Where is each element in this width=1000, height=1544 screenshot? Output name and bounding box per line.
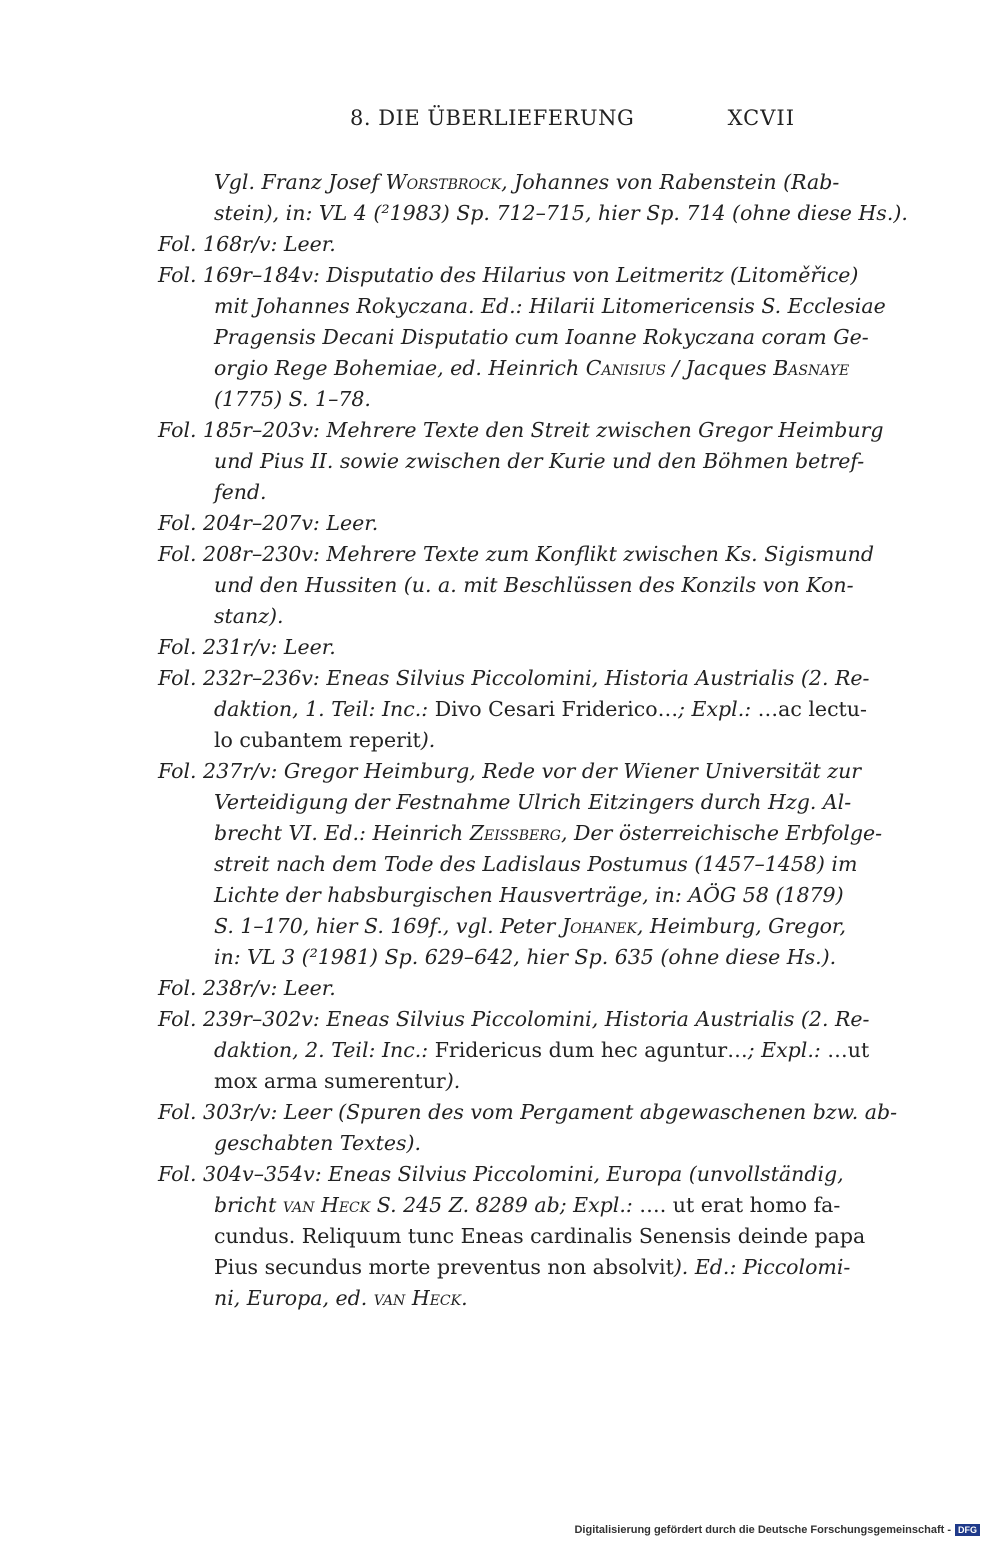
text-line [158, 1128, 798, 1159]
text-segment: Fol. 204r–207v: Leer. [158, 511, 379, 535]
author-name: van Heck [282, 1193, 371, 1217]
text-segment: fend. [214, 480, 267, 504]
text-line [158, 663, 870, 694]
text-segment: ; Expl.: [678, 697, 758, 721]
text-line [158, 818, 883, 849]
text-segment: / Jacques [665, 356, 774, 380]
quoted-incipit-explicit: …ut [827, 1038, 870, 1062]
text-segment: , Johannes von Rabenstein (Rab- [501, 170, 840, 194]
text-line [158, 1035, 870, 1066]
text-segment: und Pius II. sowie zwischen der Kurie und den Böhmen betref- [214, 449, 865, 473]
author-name: Johanek [561, 914, 637, 938]
folio-entry [158, 415, 884, 508]
text-segment: , Der österreichische Erbfolge- [560, 821, 883, 845]
folio-entry [158, 1097, 898, 1159]
quoted-incipit-explicit: cundus. Reliquum tunc Eneas cardinalis Senensis deinde papa [214, 1224, 866, 1248]
text-line [158, 1066, 798, 1097]
folio-entry [158, 167, 908, 229]
text-segment: Fol. 232r–236v: Eneas Silvius Piccolomini, Historia Austrialis (2. Re- [158, 666, 870, 690]
text-segment: ). Ed.: Piccolomi- [673, 1255, 851, 1279]
text-line [158, 601, 798, 632]
text-segment: Fol. 208r–230v: Mehrere Texte zum Konflikt zwischen Ks. Sigismund [158, 542, 874, 566]
text-line [158, 756, 862, 787]
folio-entry [158, 973, 798, 1004]
text-segment: , Heimburg, Gregor, [636, 914, 846, 938]
text-line [158, 632, 798, 663]
text-segment: mit Johannes Rokyczana. Ed.: Hilarii Litomericensis S. Ecclesiae [214, 294, 886, 318]
quoted-incipit-explicit: Pius secundus morte preventus non absolvit [214, 1255, 674, 1279]
text-line [158, 260, 859, 291]
text-line [158, 446, 865, 477]
text-segment: ni, Europa, ed. [214, 1286, 374, 1310]
text-segment: Fol. 237r/v: Gregor Heimburg, Rede vor der Wiener Universität zur [158, 759, 862, 783]
manuscript-contents-list [158, 167, 908, 1314]
quoted-incipit-explicit: lo cubantem reperit [214, 728, 421, 752]
folio-entry [158, 756, 883, 973]
text-line [158, 1190, 841, 1221]
text-segment: und den Hussiten (u. a. mit Beschlüssen des Konzils von Kon- [214, 573, 854, 597]
text-line [158, 1221, 866, 1252]
folio-entry [158, 508, 798, 539]
folio-entry [158, 632, 798, 663]
text-segment: Fol. 303r/v: Leer (Spuren des vom Pergament abgewaschenen bzw. ab- [158, 1100, 898, 1124]
quoted-incipit-explicit: Fridericus dum hec aguntur… [434, 1038, 748, 1062]
text-segment: ). [445, 1069, 461, 1093]
folio-entry [158, 539, 874, 632]
author-name: van Heck [373, 1286, 462, 1310]
text-line [158, 570, 854, 601]
text-segment: geschabten Textes). [214, 1131, 422, 1155]
text-segment: (1775) S. 1–78. [214, 387, 371, 411]
text-line [158, 1283, 798, 1314]
text-segment: Verteidigung der Festnahme Ulrich Eitzingers durch Hzg. Al- [214, 790, 852, 814]
text-segment: Fol. 239r–302v: Eneas Silvius Piccolomini, Historia Austrialis (2. Re- [158, 1007, 870, 1031]
text-segment: bricht [214, 1193, 283, 1217]
text-segment: daktion, 2. Teil: Inc.: [214, 1038, 435, 1062]
text-segment: ). [420, 728, 436, 752]
text-line [158, 198, 908, 229]
text-line [158, 291, 886, 322]
dfg-logo: DFG [955, 1524, 980, 1536]
folio-entry [158, 1004, 870, 1097]
text-segment: Fol. 238r/v: Leer. [158, 976, 336, 1000]
text-line [158, 880, 844, 911]
footer-credit [574, 1524, 980, 1536]
text-line [158, 322, 869, 353]
text-segment: Fol. 185r–203v: Mehrere Texte den Streit zwischen Gregor Heimburg [158, 418, 884, 442]
text-segment: stein), in: VL 4 (²1983) Sp. 712–715, hier Sp. 714 (ohne diese Hs.). [214, 201, 908, 225]
text-line [158, 384, 798, 415]
folio-entry [158, 663, 870, 756]
text-line [158, 1252, 851, 1283]
text-segment: orgio Rege Bohemiae, ed. Heinrich [214, 356, 586, 380]
text-segment: S. 245 Z. 8289 ab; Expl.: [370, 1193, 640, 1217]
footer-credit-text: Digitalisierung gefördert durch die Deutsche Forschungsgemeinschaft - [574, 1524, 951, 1536]
text-line [158, 911, 846, 942]
text-line [158, 973, 798, 1004]
text-segment: Vgl. Franz Josef [214, 170, 386, 194]
text-line [158, 1004, 870, 1035]
text-line [158, 694, 867, 725]
text-line [158, 942, 837, 973]
author-name: Canisius [585, 356, 666, 380]
text-segment: Lichte der habsburgischen Hausverträge, in: AÖG 58 (1879) [214, 883, 844, 907]
text-line [158, 1097, 898, 1128]
folio-entry [158, 1159, 866, 1314]
text-line [158, 849, 858, 880]
text-segment: stanz). [214, 604, 284, 628]
text-segment: Fol. 304v–354v: Eneas Silvius Piccolomini, Europa (unvollständig, [158, 1162, 844, 1186]
running-title: 8. DIE ÜBERLIEFERUNG [350, 106, 635, 130]
author-name: Zeissberg [469, 821, 561, 845]
text-segment: daktion, 1. Teil: Inc.: [214, 697, 435, 721]
text-line [158, 508, 798, 539]
folio-entry [158, 229, 798, 260]
text-line [158, 725, 798, 756]
text-segment: brecht VI. Ed.: Heinrich [214, 821, 470, 845]
page-number: XCVII [727, 106, 795, 130]
text-segment: streit nach dem Tode des Ladislaus Postumus (1457–1458) im [214, 852, 858, 876]
text-line [158, 787, 852, 818]
text-segment: Pragensis Decani Disputatio cum Ioanne Rokyczana coram Ge- [214, 325, 869, 349]
quoted-incipit-explicit: …ac lectu- [757, 697, 867, 721]
text-line [158, 353, 850, 384]
text-segment: ; Expl.: [747, 1038, 828, 1062]
quoted-incipit-explicit: Divo Cesari Friderico… [434, 697, 679, 721]
text-segment: in: VL 3 (²1981) Sp. 629–642, hier Sp. 635 (ohne diese Hs.). [214, 945, 837, 969]
author-name: Basnaye [773, 356, 850, 380]
text-line [158, 539, 874, 570]
text-line [158, 415, 884, 446]
text-line [158, 1159, 844, 1190]
text-segment: . [461, 1286, 468, 1310]
text-segment: S. 1–170, hier S. 169f., vgl. Peter [214, 914, 562, 938]
text-line [158, 477, 798, 508]
quoted-incipit-explicit: …. ut erat homo fa- [639, 1193, 841, 1217]
text-segment: Fol. 168r/v: Leer. [158, 232, 336, 256]
text-segment: Fol. 169r–184v: Disputatio des Hilarius von Leitmeritz (Litoměřice) [158, 263, 859, 287]
folio-entry [158, 260, 886, 415]
text-segment: Fol. 231r/v: Leer. [158, 635, 336, 659]
text-line [158, 167, 840, 198]
quoted-incipit-explicit: mox arma sumerentur [214, 1069, 446, 1093]
author-name: Worstbrock [385, 170, 502, 194]
text-line [158, 229, 798, 260]
